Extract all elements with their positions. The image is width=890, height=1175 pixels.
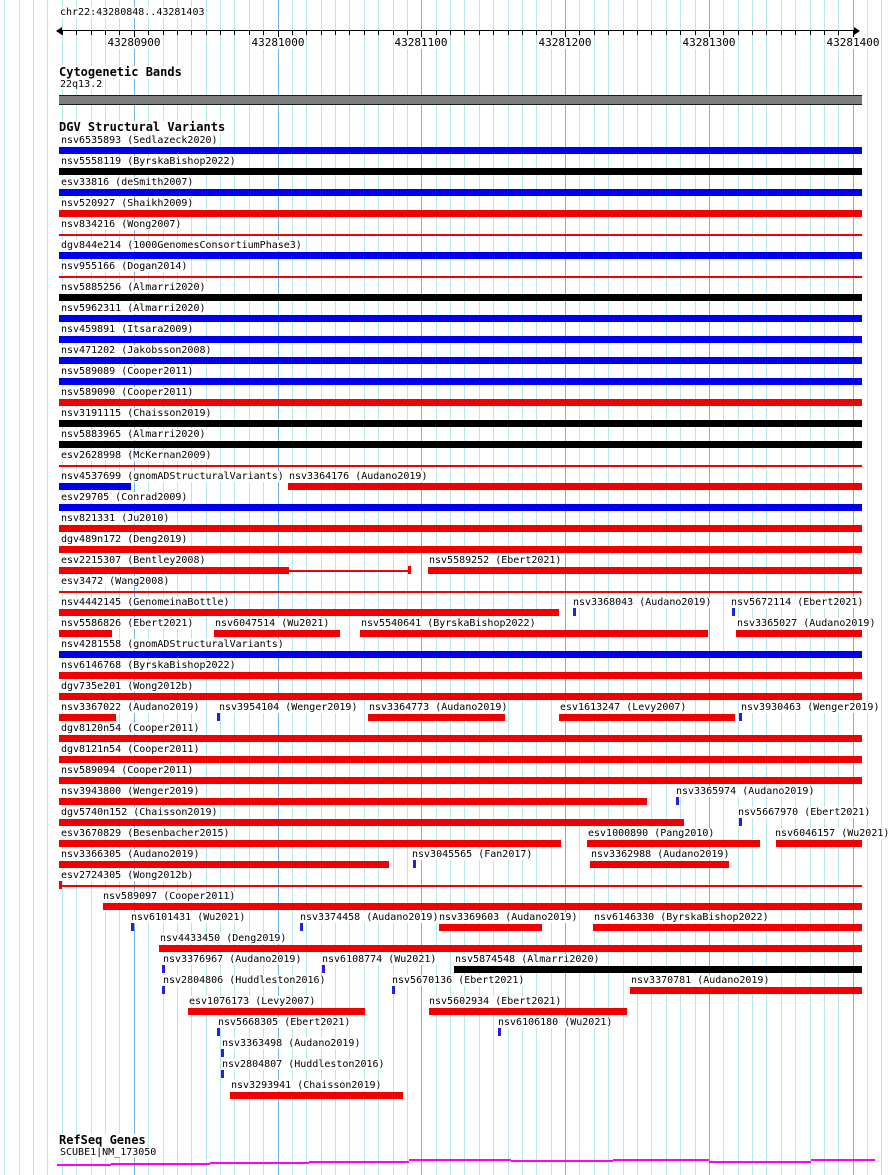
- ruler-tick: [810, 31, 811, 35]
- variant-bar[interactable]: [59, 777, 862, 784]
- gridline: [695, 0, 696, 1175]
- variant-bar[interactable]: [59, 294, 862, 301]
- ruler-tick: [436, 31, 437, 35]
- gridline: [364, 0, 365, 1175]
- variant-label[interactable]: nsv3364773 (Audano2019): [369, 702, 508, 713]
- ruler-tick: [163, 31, 164, 35]
- variant-label[interactable]: esv2215307 (Bentley2008): [61, 555, 206, 566]
- ruler-tick: [479, 31, 480, 35]
- gridline: [608, 0, 609, 1175]
- variant-label[interactable]: dgv8121n54 (Cooper2011): [61, 744, 200, 755]
- gridline: [19, 0, 20, 1175]
- ruler-tick: [349, 31, 350, 35]
- refseq-gene-label[interactable]: SCUBE1|NM_173050: [60, 1147, 157, 1158]
- ruler-tick: [364, 31, 365, 35]
- variant-bar[interactable]: [59, 504, 862, 511]
- variant-label[interactable]: nsv3954104 (Wenger2019): [219, 702, 358, 713]
- variant-bar[interactable]: [59, 672, 862, 679]
- gridline: [752, 0, 753, 1175]
- variant-label[interactable]: nsv2804806 (Huddleston2016): [163, 975, 326, 986]
- variant-label[interactable]: nsv589094 (Cooper2011): [61, 765, 194, 776]
- variant-tick[interactable]: [217, 713, 220, 721]
- ruler-tick: [234, 31, 235, 35]
- ruler-tick-label: 43281400: [826, 36, 880, 49]
- gene-line-segment[interactable]: [210, 1162, 309, 1164]
- variant-bar[interactable]: [59, 210, 862, 217]
- variant-bar[interactable]: [454, 966, 862, 973]
- variant-bar[interactable]: [59, 609, 559, 616]
- variant-bar[interactable]: [214, 630, 340, 637]
- variant-bar[interactable]: [59, 651, 862, 658]
- ruler-tick-label: 43281200: [538, 36, 592, 49]
- ruler-tick: [76, 31, 77, 35]
- ruler-tick: [91, 31, 92, 35]
- variant-label[interactable]: nsv471202 (Jakobsson2008): [61, 345, 212, 356]
- variant-label[interactable]: nsv5962311 (Almarri2020): [61, 303, 206, 314]
- ruler-tick: [292, 31, 293, 35]
- ruler-tick: [838, 31, 839, 35]
- variant-label[interactable]: nsv6146330 (ByrskaBishop2022): [594, 912, 769, 923]
- variant-label[interactable]: nsv3367022 (Audano2019): [61, 702, 200, 713]
- gridline: [335, 0, 336, 1175]
- ruler-tick-label: 43281000: [251, 36, 305, 49]
- variant-bar[interactable]: [59, 399, 862, 406]
- variant-bar[interactable]: [360, 630, 708, 637]
- variant-label[interactable]: nsv4281558 (gnomADStructuralVariants): [61, 639, 284, 650]
- gene-line-segment[interactable]: [409, 1159, 511, 1161]
- ruler-right-arrow-icon: [854, 27, 860, 35]
- ruler-tick: [666, 31, 667, 35]
- variant-bar[interactable]: [428, 567, 862, 574]
- gridline: [824, 0, 825, 1175]
- ruler-tick: [191, 31, 192, 35]
- ruler-tick: [407, 31, 408, 35]
- variant-label[interactable]: nsv6047514 (Wu2021): [215, 618, 330, 629]
- variant-label[interactable]: esv1613247 (Levy2007): [560, 702, 687, 713]
- variant-label[interactable]: nsv3191115 (Chaisson2019): [61, 408, 212, 419]
- variant-label[interactable]: nsv2804807 (Huddleston2016): [222, 1059, 385, 1070]
- gene-line-segment[interactable]: [511, 1160, 613, 1162]
- variant-label[interactable]: nsv3364176 (Audano2019): [289, 471, 428, 482]
- variant-tick[interactable]: [498, 1028, 501, 1036]
- variant-tick[interactable]: [131, 923, 134, 931]
- variant-label[interactable]: nsv5668305 (Ebert2021): [218, 1017, 351, 1028]
- variant-label[interactable]: nsv3374458 (Audano2019): [300, 912, 439, 923]
- variant-label[interactable]: nsv5558119 (ByrskaBishop2022): [61, 156, 236, 167]
- ruler-tick: [795, 31, 796, 35]
- variant-label[interactable]: nsv3943800 (Wenger2019): [61, 786, 200, 797]
- gridline: [723, 0, 724, 1175]
- ruler-tick: [651, 31, 652, 35]
- ruler-tick: [781, 31, 782, 35]
- variant-label[interactable]: dgv844e214 (1000GenomesConsortiumPhase3): [61, 240, 302, 251]
- position-readout: chr22:43280848..43281403: [60, 7, 205, 18]
- variant-label[interactable]: esv3472 (Wang2008): [61, 576, 170, 587]
- variant-bar[interactable]: [59, 336, 862, 343]
- cytoband-label: 22q13.2: [60, 79, 103, 90]
- variant-line[interactable]: [59, 234, 862, 236]
- variant-label[interactable]: nsv459891 (Itsara2009): [61, 324, 194, 335]
- ruler-tick: [464, 31, 465, 35]
- variant-label[interactable]: nsv3369603 (Audano2019): [439, 912, 578, 923]
- ruler-tick: [680, 31, 681, 35]
- gene-line-segment[interactable]: [811, 1159, 875, 1161]
- variant-bar[interactable]: [59, 483, 131, 490]
- ruler-tick: [579, 31, 580, 35]
- variant-bar[interactable]: [439, 924, 542, 931]
- ruler-tick: [695, 31, 696, 35]
- variant-label[interactable]: nsv5667970 (Ebert2021): [738, 807, 871, 818]
- variant-label[interactable]: nsv5540641 (ByrskaBishop2022): [361, 618, 536, 629]
- cytoband-bar[interactable]: [59, 95, 862, 105]
- variant-bar[interactable]: [59, 189, 862, 196]
- variant-label[interactable]: nsv3930463 (Wenger2019): [741, 702, 880, 713]
- ruler-tick: [450, 31, 451, 35]
- gridline: [766, 0, 767, 1175]
- cytobands-title: Cytogenetic Bands: [59, 65, 182, 79]
- gene-line-segment[interactable]: [57, 1164, 111, 1166]
- variant-label[interactable]: esv33816 (deSmith2007): [61, 177, 194, 188]
- variant-bar[interactable]: [59, 693, 862, 700]
- ruler-tick: [551, 31, 552, 35]
- variant-label[interactable]: nsv6146768 (ByrskaBishop2022): [61, 660, 236, 671]
- variant-bar[interactable]: [59, 420, 862, 427]
- variant-bar[interactable]: [59, 357, 862, 364]
- variant-label[interactable]: nsv3293941 (Chaisson2019): [231, 1080, 382, 1091]
- variant-bar[interactable]: [59, 630, 112, 637]
- gridline: [881, 0, 882, 1175]
- variant-bar[interactable]: [368, 714, 505, 721]
- variant-bar[interactable]: [59, 819, 684, 826]
- ruler-tick: [752, 31, 753, 35]
- gene-line-segment[interactable]: [709, 1161, 811, 1163]
- variant-tick[interactable]: [162, 965, 165, 973]
- gridline: [795, 0, 796, 1175]
- variant-label[interactable]: nsv6106180 (Wu2021): [498, 1017, 613, 1028]
- gene-line-segment[interactable]: [309, 1161, 409, 1163]
- ruler-tick-label: 43281100: [394, 36, 448, 49]
- ruler-tick: [177, 31, 178, 35]
- variant-bar[interactable]: [59, 567, 289, 574]
- ruler-tick: [393, 31, 394, 35]
- gridline: [594, 0, 595, 1175]
- gridline: [666, 0, 667, 1175]
- variant-label[interactable]: esv3670829 (Besenbacher2015): [61, 828, 230, 839]
- variant-tick[interactable]: [322, 965, 325, 973]
- variant-label[interactable]: nsv3365027 (Audano2019): [737, 618, 876, 629]
- gridline: [33, 0, 34, 1175]
- ruler-tick: [493, 31, 494, 35]
- variant-label[interactable]: nsv6101431 (Wu2021): [131, 912, 246, 923]
- variant-bar[interactable]: [630, 987, 862, 994]
- variant-bar[interactable]: [59, 756, 862, 763]
- variant-bar[interactable]: [776, 840, 862, 847]
- variant-bar[interactable]: [230, 1092, 403, 1099]
- variant-label[interactable]: esv2724305 (Wong2012b): [61, 870, 194, 881]
- variant-label[interactable]: nsv5885256 (Almarri2020): [61, 282, 206, 293]
- ruler-tick: [608, 31, 609, 35]
- variant-bar[interactable]: [59, 168, 862, 175]
- gridline: [565, 0, 566, 1175]
- variant-label[interactable]: nsv3045565 (Fan2017): [412, 849, 533, 860]
- variant-label[interactable]: esv29705 (Conrad2009): [61, 492, 188, 503]
- variant-label[interactable]: esv1076173 (Levy2007): [189, 996, 316, 1007]
- variant-tick[interactable]: [221, 1070, 224, 1078]
- variant-bar[interactable]: [188, 1008, 365, 1015]
- variant-label[interactable]: dgv489n172 (Deng2019): [61, 534, 188, 545]
- gridline: [709, 0, 710, 1175]
- gridline: [623, 0, 624, 1175]
- variant-bar[interactable]: [59, 147, 862, 154]
- variant-tick[interactable]: [676, 797, 679, 805]
- variant-line[interactable]: [59, 465, 862, 467]
- variant-label[interactable]: nsv4442145 (GenomeinaBottle): [61, 597, 230, 608]
- variant-tick[interactable]: [739, 818, 742, 826]
- variant-bar[interactable]: [59, 252, 862, 259]
- gridline: [781, 0, 782, 1175]
- variant-tick[interactable]: [300, 923, 303, 931]
- variant-label[interactable]: nsv821331 (Ju2010): [61, 513, 170, 524]
- variant-tick[interactable]: [221, 1049, 224, 1057]
- gridline: [321, 0, 322, 1175]
- variant-bar[interactable]: [288, 483, 862, 490]
- ruler-tick: [766, 31, 767, 35]
- variant-label[interactable]: nsv6535893 (Sedlazeck2020): [61, 135, 218, 146]
- variant-label[interactable]: dgv735e201 (Wong2012b): [61, 681, 194, 692]
- gridline: [407, 0, 408, 1175]
- variant-label[interactable]: nsv955166 (Dogan2014): [61, 261, 188, 272]
- variant-tick[interactable]: [162, 986, 165, 994]
- variant-tick[interactable]: [217, 1028, 220, 1036]
- variant-label[interactable]: nsv5672114 (Ebert2021): [731, 597, 864, 608]
- gridline: [421, 0, 422, 1175]
- variant-label[interactable]: nsv3362988 (Audano2019): [591, 849, 730, 860]
- variant-bar[interactable]: [593, 924, 862, 931]
- dgv-title: DGV Structural Variants: [59, 120, 226, 134]
- ruler-tick: [508, 31, 509, 35]
- variant-bar[interactable]: [103, 903, 862, 910]
- variant-bar[interactable]: [59, 735, 862, 742]
- variant-label[interactable]: nsv5874548 (Almarri2020): [455, 954, 600, 965]
- variant-label[interactable]: nsv3376967 (Audano2019): [163, 954, 302, 965]
- variant-bar[interactable]: [159, 945, 862, 952]
- variant-bar[interactable]: [736, 630, 862, 637]
- variant-label[interactable]: dgv5740n152 (Chaisson2019): [61, 807, 218, 818]
- variant-tick[interactable]: [573, 608, 576, 616]
- ruler-tick: [249, 31, 250, 35]
- refseq-title: RefSeq Genes: [59, 1133, 146, 1147]
- gridline: [47, 0, 48, 1175]
- gridline: [810, 0, 811, 1175]
- gridline: [738, 0, 739, 1175]
- ruler-tick: [378, 31, 379, 35]
- variant-label[interactable]: nsv4433450 (Deng2019): [160, 933, 287, 944]
- variant-label[interactable]: nsv589089 (Cooper2011): [61, 366, 194, 377]
- variant-tick[interactable]: [739, 713, 742, 721]
- variant-bar[interactable]: [590, 861, 729, 868]
- variant-bar[interactable]: [59, 840, 561, 847]
- gridline: [651, 0, 652, 1175]
- variant-label[interactable]: nsv3368043 (Audano2019): [573, 597, 712, 608]
- variant-label[interactable]: nsv834216 (Wong2007): [61, 219, 182, 230]
- variant-bar[interactable]: [429, 1008, 627, 1015]
- gene-line-segment[interactable]: [111, 1163, 210, 1165]
- variant-bar[interactable]: [587, 840, 760, 847]
- gridline: [853, 0, 854, 1175]
- ruler-tick: [522, 31, 523, 35]
- gridline: [680, 0, 681, 1175]
- variant-tick[interactable]: [392, 986, 395, 994]
- ruler-tick: [263, 31, 264, 35]
- variant-label[interactable]: nsv5586826 (Ebert2021): [61, 618, 194, 629]
- variant-label[interactable]: nsv6046157 (Wu2021): [775, 828, 890, 839]
- variant-label[interactable]: nsv589090 (Cooper2011): [61, 387, 194, 398]
- variant-bar[interactable]: [59, 315, 862, 322]
- variant-label[interactable]: esv2628998 (McKernan2009): [61, 450, 212, 461]
- variant-label[interactable]: nsv4537699 (gnomADStructuralVariants): [61, 471, 284, 482]
- variant-label[interactable]: nsv589097 (Cooper2011): [103, 891, 236, 902]
- variant-label[interactable]: nsv3370781 (Audano2019): [631, 975, 770, 986]
- gridline: [579, 0, 580, 1175]
- ruler-tick: [119, 31, 120, 35]
- ruler-tick-label: 43280900: [107, 36, 161, 49]
- gridline: [867, 0, 868, 1175]
- variant-bar[interactable]: [59, 525, 862, 532]
- variant-bar[interactable]: [59, 861, 389, 868]
- variant-bar[interactable]: [59, 378, 862, 385]
- ruler-tick-label: 43281300: [682, 36, 736, 49]
- variant-label[interactable]: nsv3363498 (Audano2019): [222, 1038, 361, 1049]
- gridline: [349, 0, 350, 1175]
- ruler-tick: [306, 31, 307, 35]
- variant-tick[interactable]: [413, 860, 416, 868]
- ruler-tick: [723, 31, 724, 35]
- gene-line-segment[interactable]: [613, 1159, 709, 1161]
- variant-tick[interactable]: [732, 608, 735, 616]
- ruler-tick: [321, 31, 322, 35]
- variant-label[interactable]: dgv8120n54 (Cooper2011): [61, 723, 200, 734]
- variant-label[interactable]: nsv5602934 (Ebert2021): [429, 996, 562, 1007]
- ruler-tick: [738, 31, 739, 35]
- variant-line[interactable]: [59, 591, 862, 593]
- ruler-tick: [148, 31, 149, 35]
- ruler-tick: [206, 31, 207, 35]
- variant-label[interactable]: nsv3366305 (Audano2019): [61, 849, 200, 860]
- ruler-tick: [335, 31, 336, 35]
- variant-line[interactable]: [289, 570, 410, 572]
- ruler-tick: [220, 31, 221, 35]
- gridline: [637, 0, 638, 1175]
- variant-bar[interactable]: [59, 714, 116, 721]
- variant-bar[interactable]: [559, 714, 735, 721]
- variant-label[interactable]: nsv520927 (Shaikh2009): [61, 198, 194, 209]
- variant-bar[interactable]: [59, 441, 862, 448]
- variant-line[interactable]: [59, 885, 862, 887]
- gridline: [838, 0, 839, 1175]
- gridline: [378, 0, 379, 1175]
- ruler-tick: [824, 31, 825, 35]
- variant-label[interactable]: nsv3365974 (Audano2019): [676, 786, 815, 797]
- variant-label[interactable]: nsv6108774 (Wu2021): [322, 954, 437, 965]
- gridline: [393, 0, 394, 1175]
- variant-label[interactable]: nsv5589252 (Ebert2021): [429, 555, 562, 566]
- ruler-tick: [623, 31, 624, 35]
- ruler-tick: [637, 31, 638, 35]
- variant-bar[interactable]: [59, 546, 862, 553]
- ruler-tick: [594, 31, 595, 35]
- variant-label[interactable]: esv1000890 (Pang2010): [588, 828, 715, 839]
- variant-bar[interactable]: [59, 798, 647, 805]
- variant-label[interactable]: nsv5883965 (Almarri2020): [61, 429, 206, 440]
- variant-tick[interactable]: [408, 566, 411, 574]
- ruler-tick: [62, 31, 63, 35]
- gridline: [4, 0, 5, 1175]
- variant-label[interactable]: nsv5670136 (Ebert2021): [392, 975, 525, 986]
- ruler-tick: [105, 31, 106, 35]
- ruler-tick: [536, 31, 537, 35]
- variant-line[interactable]: [59, 276, 862, 278]
